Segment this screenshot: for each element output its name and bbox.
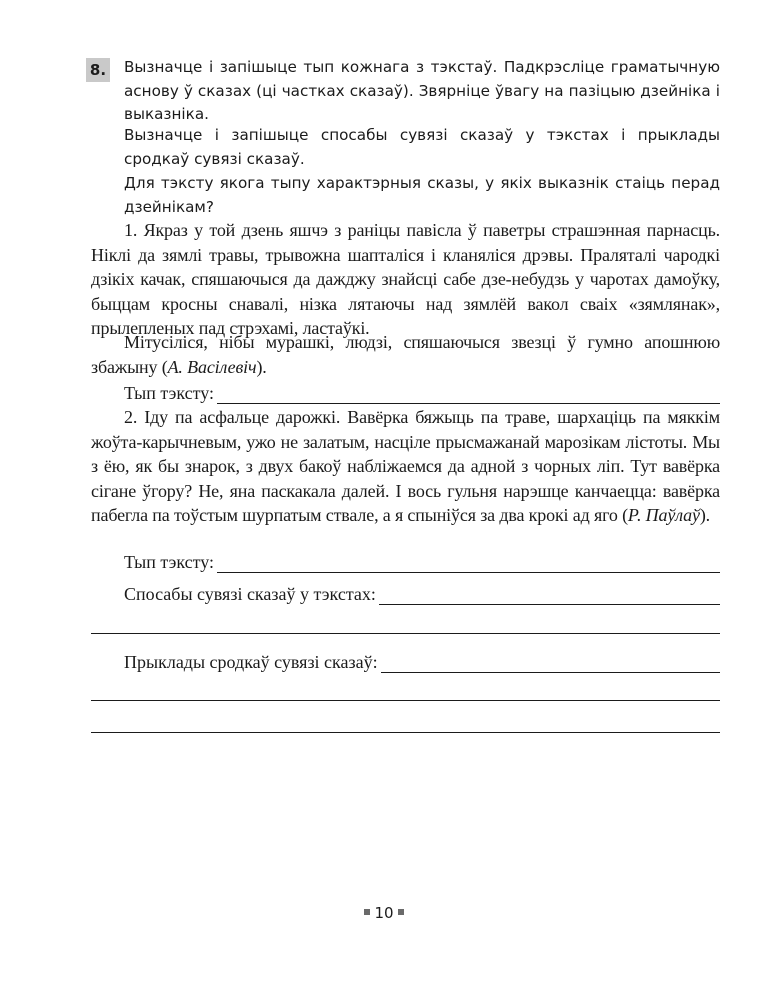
- text-2-paragraph: [91, 405, 720, 528]
- connection-methods-extra-line[interactable]: [91, 633, 720, 634]
- instruction-2: Вызначце і запішыце спосабы сувязі сказаў у тэкстах і прыклады сродкаў сувязі сказаў.: [124, 126, 720, 168]
- text-2-type-field[interactable]: [124, 551, 720, 573]
- text-1-paragraph-2-end: ).: [256, 356, 267, 377]
- text-2-type-label: Тып тэксту:: [124, 552, 215, 572]
- connection-examples-answer-line[interactable]: [381, 655, 720, 673]
- text-2-author: Р. Паўлаў: [627, 505, 700, 525]
- connection-examples-extra-line-2[interactable]: [91, 732, 720, 733]
- footer-square-right-icon: [398, 909, 404, 915]
- page-number: 10: [374, 904, 394, 922]
- connection-examples-extra-line-1[interactable]: [91, 700, 720, 701]
- connection-methods-label: Спосабы сувязі сказаў у тэкстах:: [124, 584, 376, 604]
- text-1-type-field[interactable]: [124, 382, 720, 404]
- connection-methods-answer-line[interactable]: [379, 587, 720, 605]
- exercise-number-badge: 8.: [86, 58, 110, 82]
- text-1-type-label: Тып тэксту:: [124, 383, 215, 403]
- text-2-type-answer-line[interactable]: [217, 555, 720, 573]
- text-1-paragraph-1: 1. Якраз у той дзень яшчэ з раніцы павісла ў паветры страшэнная парнасць. Ніклі да зямлі травы, трывожна шапталіся і кланяліся дрэвы. Праляталі чародкі дзікіх качак, спяшаючыся да дажджу знайсці сабе дзе-небудзь у чаротах дамоўку, быццам кросны снавалі, нізка лятаючы над зямлёй вакол сваіх «зямлянак», прылепленых пад стрэхамі, ластаўкі.: [91, 220, 720, 338]
- connection-examples-field[interactable]: [124, 651, 720, 673]
- page-footer: [0, 904, 768, 922]
- text-1-type-answer-line[interactable]: [217, 386, 720, 404]
- text-1-paragraph-2-body: Мітусіліся, нібы мурашкі, людзі, спяшаючыся звезці ў гумно апошнюю збажыну (: [91, 332, 720, 377]
- text-2-end: ).: [699, 505, 711, 525]
- text-1-paragraph-2: [91, 330, 720, 379]
- connection-examples-label: Прыклады сродкаў сувязі сказаў:: [124, 652, 378, 672]
- connection-methods-field[interactable]: [124, 583, 720, 605]
- text-2-body: 2. Іду па асфальце дарожкі. Вавёрка бяжыць па траве, шархаціць па мяккім жоўта-карычневым, ужо не залатым, насціле прысмажанай марозікам лістоты. Мы з ёю, як бы знарок, з двух бакоў набліжаемся да адной з чорных ліп. Тут вавёрка сігане ўгору? Не, яна паскакала далей. І вось гульня нарэшце канчаецца: вавёрка пабегла па тоўстым шурпатым ствале, а я спыніўся за два крокі ад яго (: [91, 407, 720, 525]
- text-1-author: А. Васілевіч: [167, 356, 257, 377]
- footer-square-left-icon: [364, 909, 370, 915]
- instruction-1: Вызначце і запішыце тып кожнага з тэкстаў. Падкрэсліце граматычную аснову ў сказах (ці частках сказаў). Звярніце ўвагу на пазіцыю дзейніка і выказніка.: [124, 58, 720, 123]
- instruction-3: Для тэксту якога тыпу характэрныя сказы, у якіх выказнік стаіць перад дзейнікам?: [124, 174, 720, 216]
